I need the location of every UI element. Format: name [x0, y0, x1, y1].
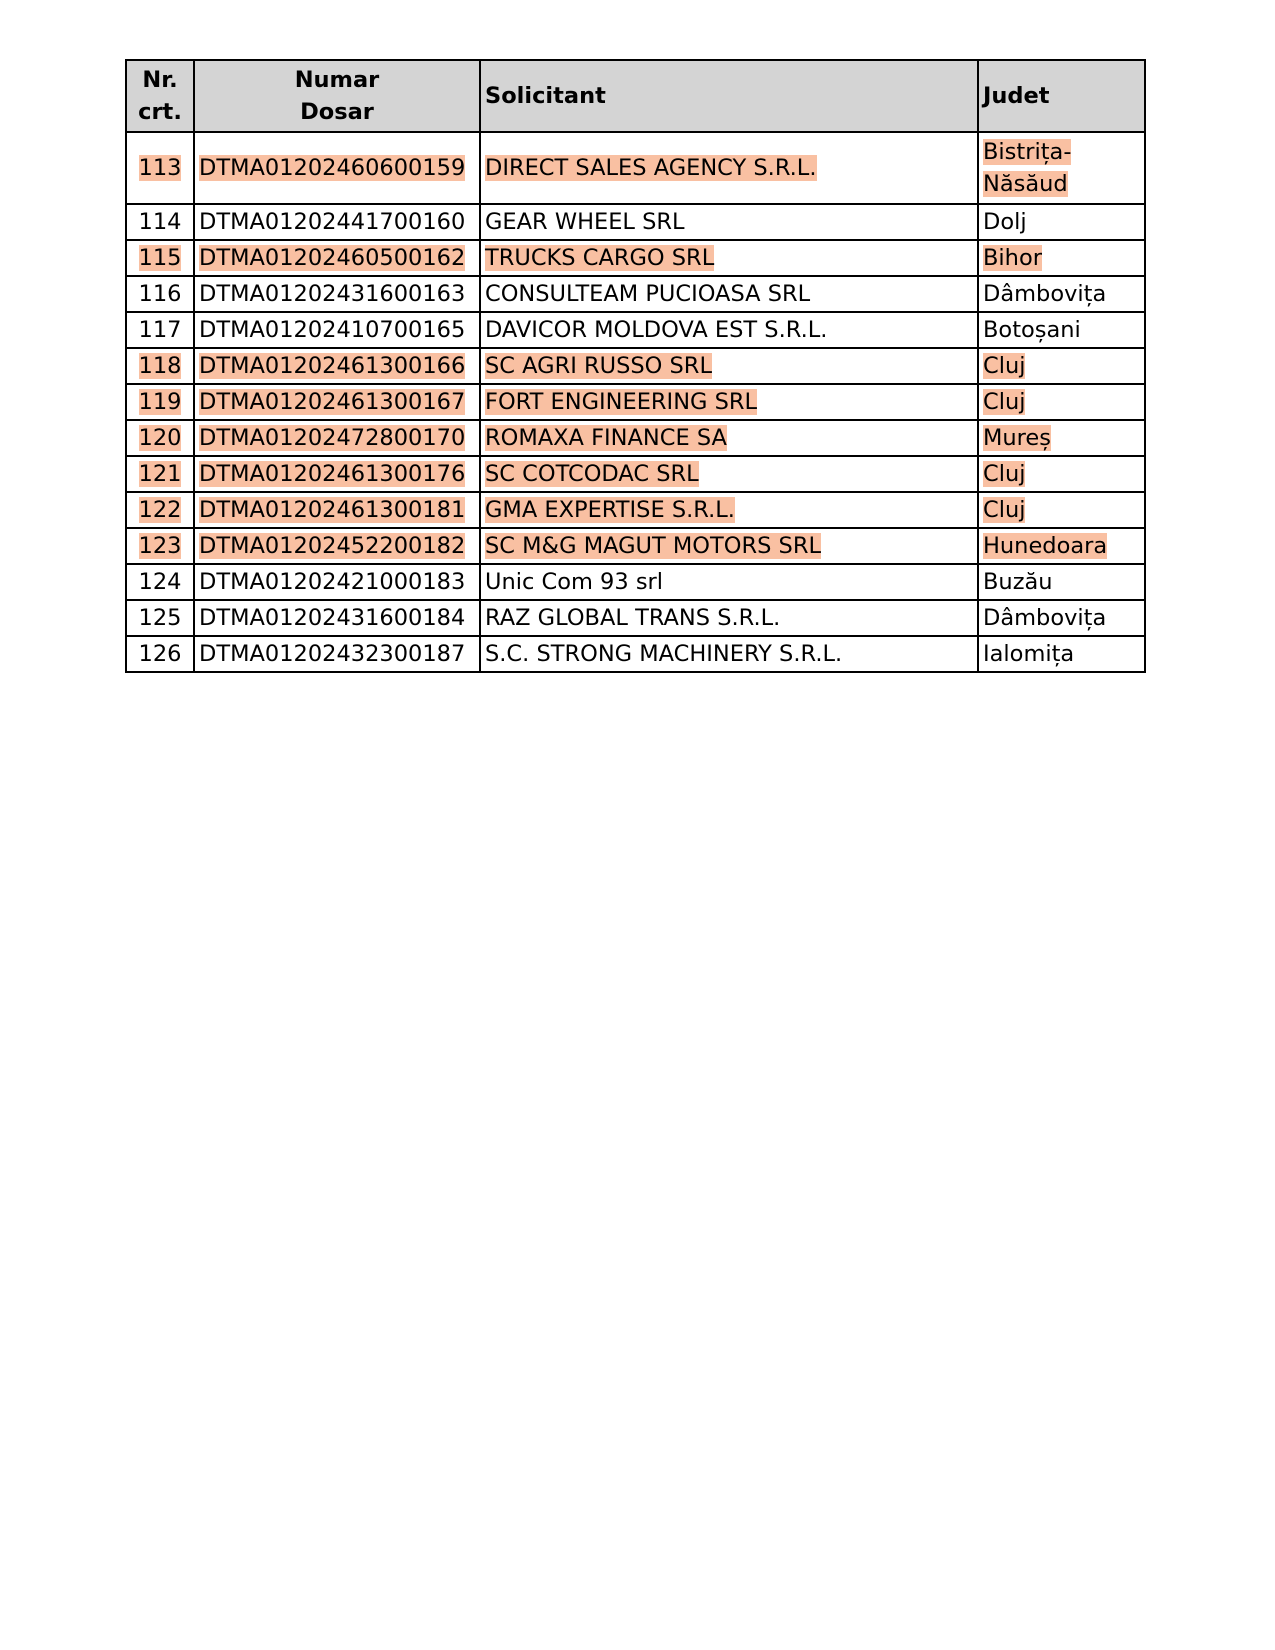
table-row — [126, 564, 1145, 600]
cell-dosar-text: DTMA01202472800170 — [199, 425, 466, 451]
cell-nr — [126, 528, 194, 564]
cell-judet — [978, 492, 1145, 528]
header-numar-dosar — [194, 60, 480, 132]
cell-nr-text: 124 — [138, 569, 182, 595]
table-row — [126, 312, 1145, 348]
cell-solicitant — [480, 456, 978, 492]
cell-dosar — [194, 276, 480, 312]
cell-solicitant — [480, 564, 978, 600]
applicants-table — [125, 59, 1146, 673]
cell-judet-text: Bihor — [983, 245, 1042, 271]
cell-nr-text: 117 — [138, 317, 182, 343]
cell-nr — [126, 564, 194, 600]
cell-dosar-text: DTMA01202461300176 — [199, 461, 466, 487]
cell-dosar — [194, 636, 480, 672]
cell-dosar-text: DTMA01202461300166 — [199, 353, 466, 379]
cell-solicitant — [480, 348, 978, 384]
cell-solicitant — [480, 132, 978, 204]
cell-judet-text: Buzău — [983, 569, 1053, 595]
cell-dosar-text: DTMA01202431600163 — [199, 281, 466, 307]
cell-judet-text: Cluj — [983, 461, 1026, 487]
cell-nr — [126, 420, 194, 456]
cell-dosar — [194, 600, 480, 636]
table-row — [126, 276, 1145, 312]
cell-nr — [126, 456, 194, 492]
header-dosar-line1: Numar — [294, 67, 380, 93]
cell-nr — [126, 276, 194, 312]
cell-judet — [978, 276, 1145, 312]
cell-dosar-text: DTMA01202432300187 — [199, 641, 466, 667]
cell-nr — [126, 312, 194, 348]
cell-nr-text: 116 — [138, 281, 182, 307]
header-nr-crt — [126, 60, 194, 132]
cell-nr — [126, 600, 194, 636]
cell-judet-text: Cluj — [983, 389, 1026, 415]
cell-dosar-text: DTMA01202460500162 — [199, 245, 466, 271]
cell-dosar-text: DTMA01202421000183 — [199, 569, 466, 595]
table-row — [126, 420, 1145, 456]
header-nr-line1: Nr. — [142, 67, 178, 93]
table-row — [126, 492, 1145, 528]
cell-nr-text: 118 — [138, 353, 182, 379]
cell-judet-text: Dolj — [983, 209, 1027, 235]
cell-judet — [978, 384, 1145, 420]
cell-solicitant-text: SC M&G MAGUT MOTORS SRL — [485, 533, 821, 559]
cell-judet — [978, 528, 1145, 564]
cell-nr-text: 115 — [138, 245, 182, 271]
table-row — [126, 240, 1145, 276]
cell-nr-text: 119 — [138, 389, 182, 415]
cell-solicitant — [480, 204, 978, 240]
cell-judet — [978, 132, 1145, 204]
cell-judet — [978, 564, 1145, 600]
cell-solicitant — [480, 420, 978, 456]
cell-dosar — [194, 456, 480, 492]
cell-nr — [126, 132, 194, 204]
cell-nr-text: 126 — [138, 641, 182, 667]
cell-judet — [978, 204, 1145, 240]
cell-dosar-text: DTMA01202461300181 — [199, 497, 466, 523]
cell-solicitant-text: GMA EXPERTISE S.R.L. — [485, 497, 735, 523]
cell-nr-text: 113 — [138, 155, 182, 181]
cell-solicitant-text: SC COTCODAC SRL — [485, 461, 699, 487]
cell-judet-text-line2: Năsăud — [983, 171, 1068, 197]
cell-solicitant-text: RAZ GLOBAL TRANS S.R.L. — [485, 605, 781, 631]
header-nr-line2: crt. — [138, 99, 182, 125]
table-row — [126, 384, 1145, 420]
cell-solicitant — [480, 384, 978, 420]
cell-dosar — [194, 348, 480, 384]
cell-judet-text-line1: Bistrița- — [983, 139, 1072, 165]
cell-nr — [126, 204, 194, 240]
header-solicitant: Solicitant — [480, 60, 978, 132]
cell-judet-text: Cluj — [983, 497, 1026, 523]
cell-solicitant — [480, 528, 978, 564]
table-row — [126, 132, 1145, 204]
cell-nr-text: 123 — [138, 533, 182, 559]
cell-solicitant-text: Unic Com 93 srl — [485, 569, 664, 595]
cell-nr — [126, 636, 194, 672]
cell-nr-text: 121 — [138, 461, 182, 487]
cell-nr-text: 125 — [138, 605, 182, 631]
cell-dosar — [194, 564, 480, 600]
cell-solicitant-text: CONSULTEAM PUCIOASA SRL — [485, 281, 811, 307]
table-row — [126, 528, 1145, 564]
cell-judet-text: Dâmbovița — [983, 281, 1107, 307]
cell-solicitant-text: FORT ENGINEERING SRL — [485, 389, 758, 415]
cell-judet-text: Cluj — [983, 353, 1026, 379]
cell-solicitant-text: S.C. STRONG MACHINERY S.R.L. — [485, 641, 843, 667]
cell-nr-text: 114 — [138, 209, 182, 235]
cell-solicitant — [480, 240, 978, 276]
cell-judet-text: Dâmbovița — [983, 605, 1107, 631]
cell-judet — [978, 348, 1145, 384]
table-row — [126, 348, 1145, 384]
cell-dosar — [194, 528, 480, 564]
cell-judet — [978, 240, 1145, 276]
cell-solicitant-text: GEAR WHEEL SRL — [485, 209, 685, 235]
cell-nr — [126, 240, 194, 276]
cell-dosar-text: DTMA01202441700160 — [199, 209, 466, 235]
table-row — [126, 456, 1145, 492]
cell-dosar — [194, 132, 480, 204]
cell-nr-text: 122 — [138, 497, 182, 523]
cell-dosar — [194, 384, 480, 420]
cell-dosar-text: DTMA01202461300167 — [199, 389, 466, 415]
cell-dosar-text: DTMA01202452200182 — [199, 533, 466, 559]
cell-judet — [978, 312, 1145, 348]
header-dosar-line2: Dosar — [300, 99, 374, 125]
cell-nr-text: 120 — [138, 425, 182, 451]
cell-dosar — [194, 420, 480, 456]
cell-judet — [978, 420, 1145, 456]
cell-judet — [978, 600, 1145, 636]
cell-judet-text: Botoșani — [983, 317, 1081, 343]
cell-solicitant — [480, 276, 978, 312]
table-row — [126, 204, 1145, 240]
cell-solicitant-text: DIRECT SALES AGENCY S.R.L. — [485, 155, 817, 181]
table-row — [126, 600, 1145, 636]
cell-solicitant — [480, 492, 978, 528]
cell-judet — [978, 456, 1145, 492]
table-header-row — [126, 60, 1145, 132]
cell-nr — [126, 348, 194, 384]
cell-dosar — [194, 492, 480, 528]
cell-dosar — [194, 240, 480, 276]
cell-solicitant-text: SC AGRI RUSSO SRL — [485, 353, 712, 379]
cell-dosar-text: DTMA01202460600159 — [199, 155, 466, 181]
cell-dosar — [194, 312, 480, 348]
cell-judet-text: Mureș — [983, 425, 1051, 451]
table-row — [126, 636, 1145, 672]
cell-judet-text: Ialomița — [983, 641, 1075, 667]
cell-judet — [978, 636, 1145, 672]
cell-judet-text: Hunedoara — [983, 533, 1108, 559]
cell-dosar — [194, 204, 480, 240]
header-judet: Judet — [978, 60, 1145, 132]
cell-solicitant-text: DAVICOR MOLDOVA EST S.R.L. — [485, 317, 828, 343]
cell-dosar-text: DTMA01202410700165 — [199, 317, 466, 343]
cell-nr — [126, 384, 194, 420]
cell-solicitant — [480, 312, 978, 348]
cell-solicitant — [480, 600, 978, 636]
cell-solicitant-text: TRUCKS CARGO SRL — [485, 245, 715, 271]
cell-nr — [126, 492, 194, 528]
cell-dosar-text: DTMA01202431600184 — [199, 605, 466, 631]
cell-solicitant — [480, 636, 978, 672]
table-body — [126, 132, 1145, 672]
cell-solicitant-text: ROMAXA FINANCE SA — [485, 425, 727, 451]
